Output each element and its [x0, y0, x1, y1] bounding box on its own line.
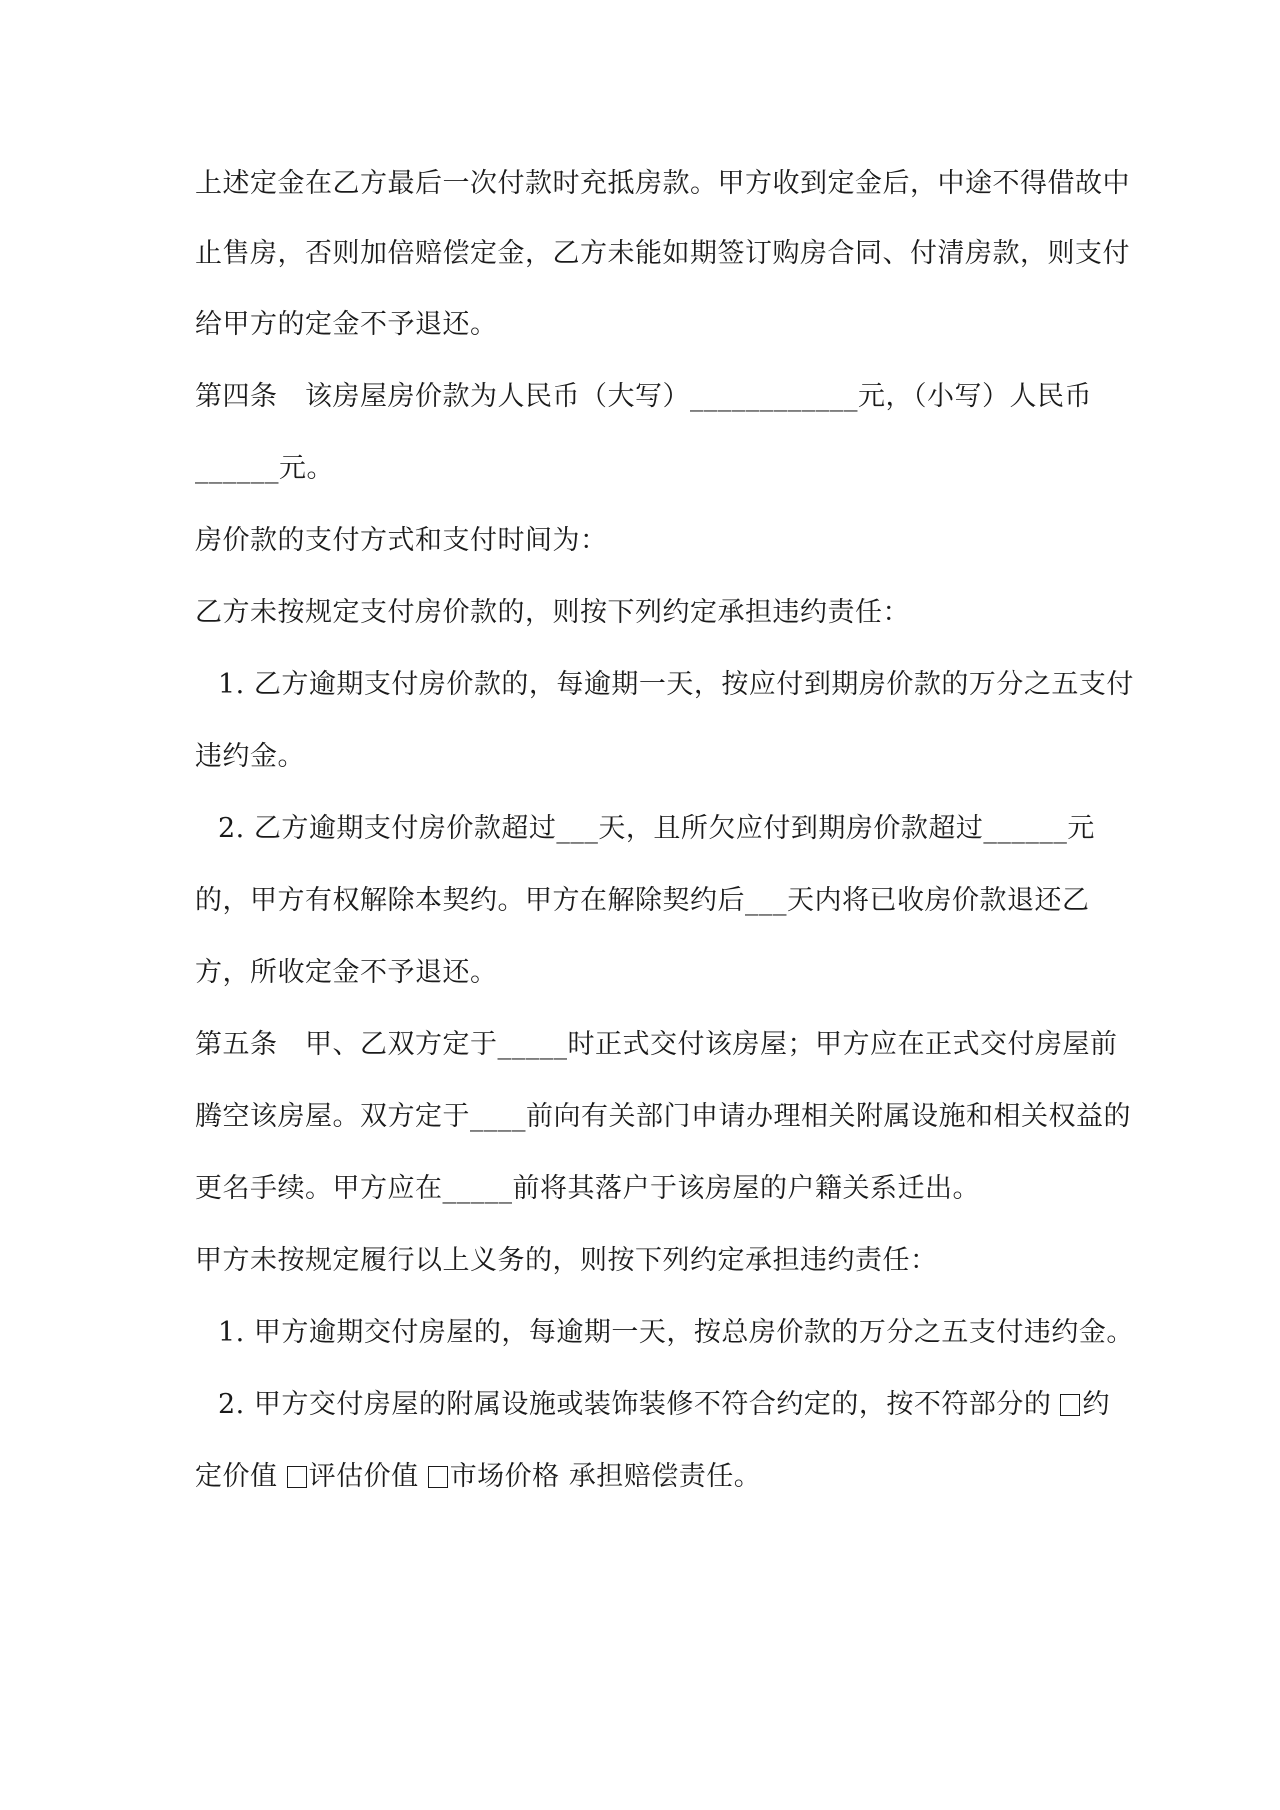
text-line: ______元。 — [195, 453, 334, 484]
text-line: 的，甲方有权解除本契约。甲方在解除契约后___天内将已收房价款退还乙 — [195, 885, 1090, 916]
article-4-heading-line: 第四条 该房屋房价款为人民币（大写）____________元，（小写）人民币 — [195, 381, 1092, 412]
text-line: 给甲方的定金不予退还。 — [195, 309, 498, 340]
option-label: 市场价格 — [449, 1461, 560, 1492]
text-line: 房价款的支付方式和支付时间为： — [195, 525, 608, 556]
text-line: 止售房，否则加倍赔偿定金，乙方未能如期签订购房合同、付清房款，则支付 — [195, 238, 1130, 269]
list-item-text: 2. 甲方交付房屋的附属设施或装饰装修不符合约定的，按不符部分的 — [218, 1389, 1052, 1420]
options-tail-text: 承担赔偿责任。 — [568, 1461, 762, 1492]
text-line: 上述定金在乙方最后一次付款时充抵房款。甲方收到定金后，中途不得借故中 — [195, 168, 1130, 199]
text-line: 违约金。 — [195, 741, 305, 772]
checkbox[interactable] — [287, 1466, 307, 1488]
text-line: 乙方未按规定支付房价款的，则按下列约定承担违约责任： — [195, 597, 910, 628]
checkbox[interactable] — [428, 1466, 448, 1488]
option-label: 定价值 — [195, 1461, 278, 1492]
list-item: 1. 乙方逾期支付房价款的，每逾期一天，按应付到期房价款的万分之五支付 — [218, 669, 1134, 700]
list-item: 1. 甲方逾期交付房屋的，每逾期一天，按总房价款的万分之五支付违约金。 — [218, 1317, 1134, 1348]
list-item-with-checkbox — [218, 1387, 1110, 1423]
text-line: 更名手续。甲方应在_____前将其落户于该房屋的户籍关系迁出。 — [195, 1173, 980, 1204]
options-line — [195, 1459, 761, 1495]
text-line: 方，所收定金不予退还。 — [195, 957, 498, 988]
list-item: 2. 乙方逾期支付房价款超过___天，且所欠应付到期房价款超过______元 — [218, 813, 1095, 844]
option-label: 评估价值 — [308, 1461, 419, 1492]
article-5-heading-line: 第五条 甲、乙双方定于_____时正式交付该房屋；甲方应在正式交付房屋前 — [195, 1029, 1118, 1060]
option-label: 约 — [1082, 1389, 1110, 1420]
checkbox[interactable] — [1060, 1394, 1080, 1416]
text-line: 腾空该房屋。双方定于____前向有关部门申请办理相关附属设施和相关权益的 — [195, 1101, 1131, 1132]
text-line: 甲方未按规定履行以上义务的，则按下列约定承担违约责任： — [195, 1245, 938, 1276]
